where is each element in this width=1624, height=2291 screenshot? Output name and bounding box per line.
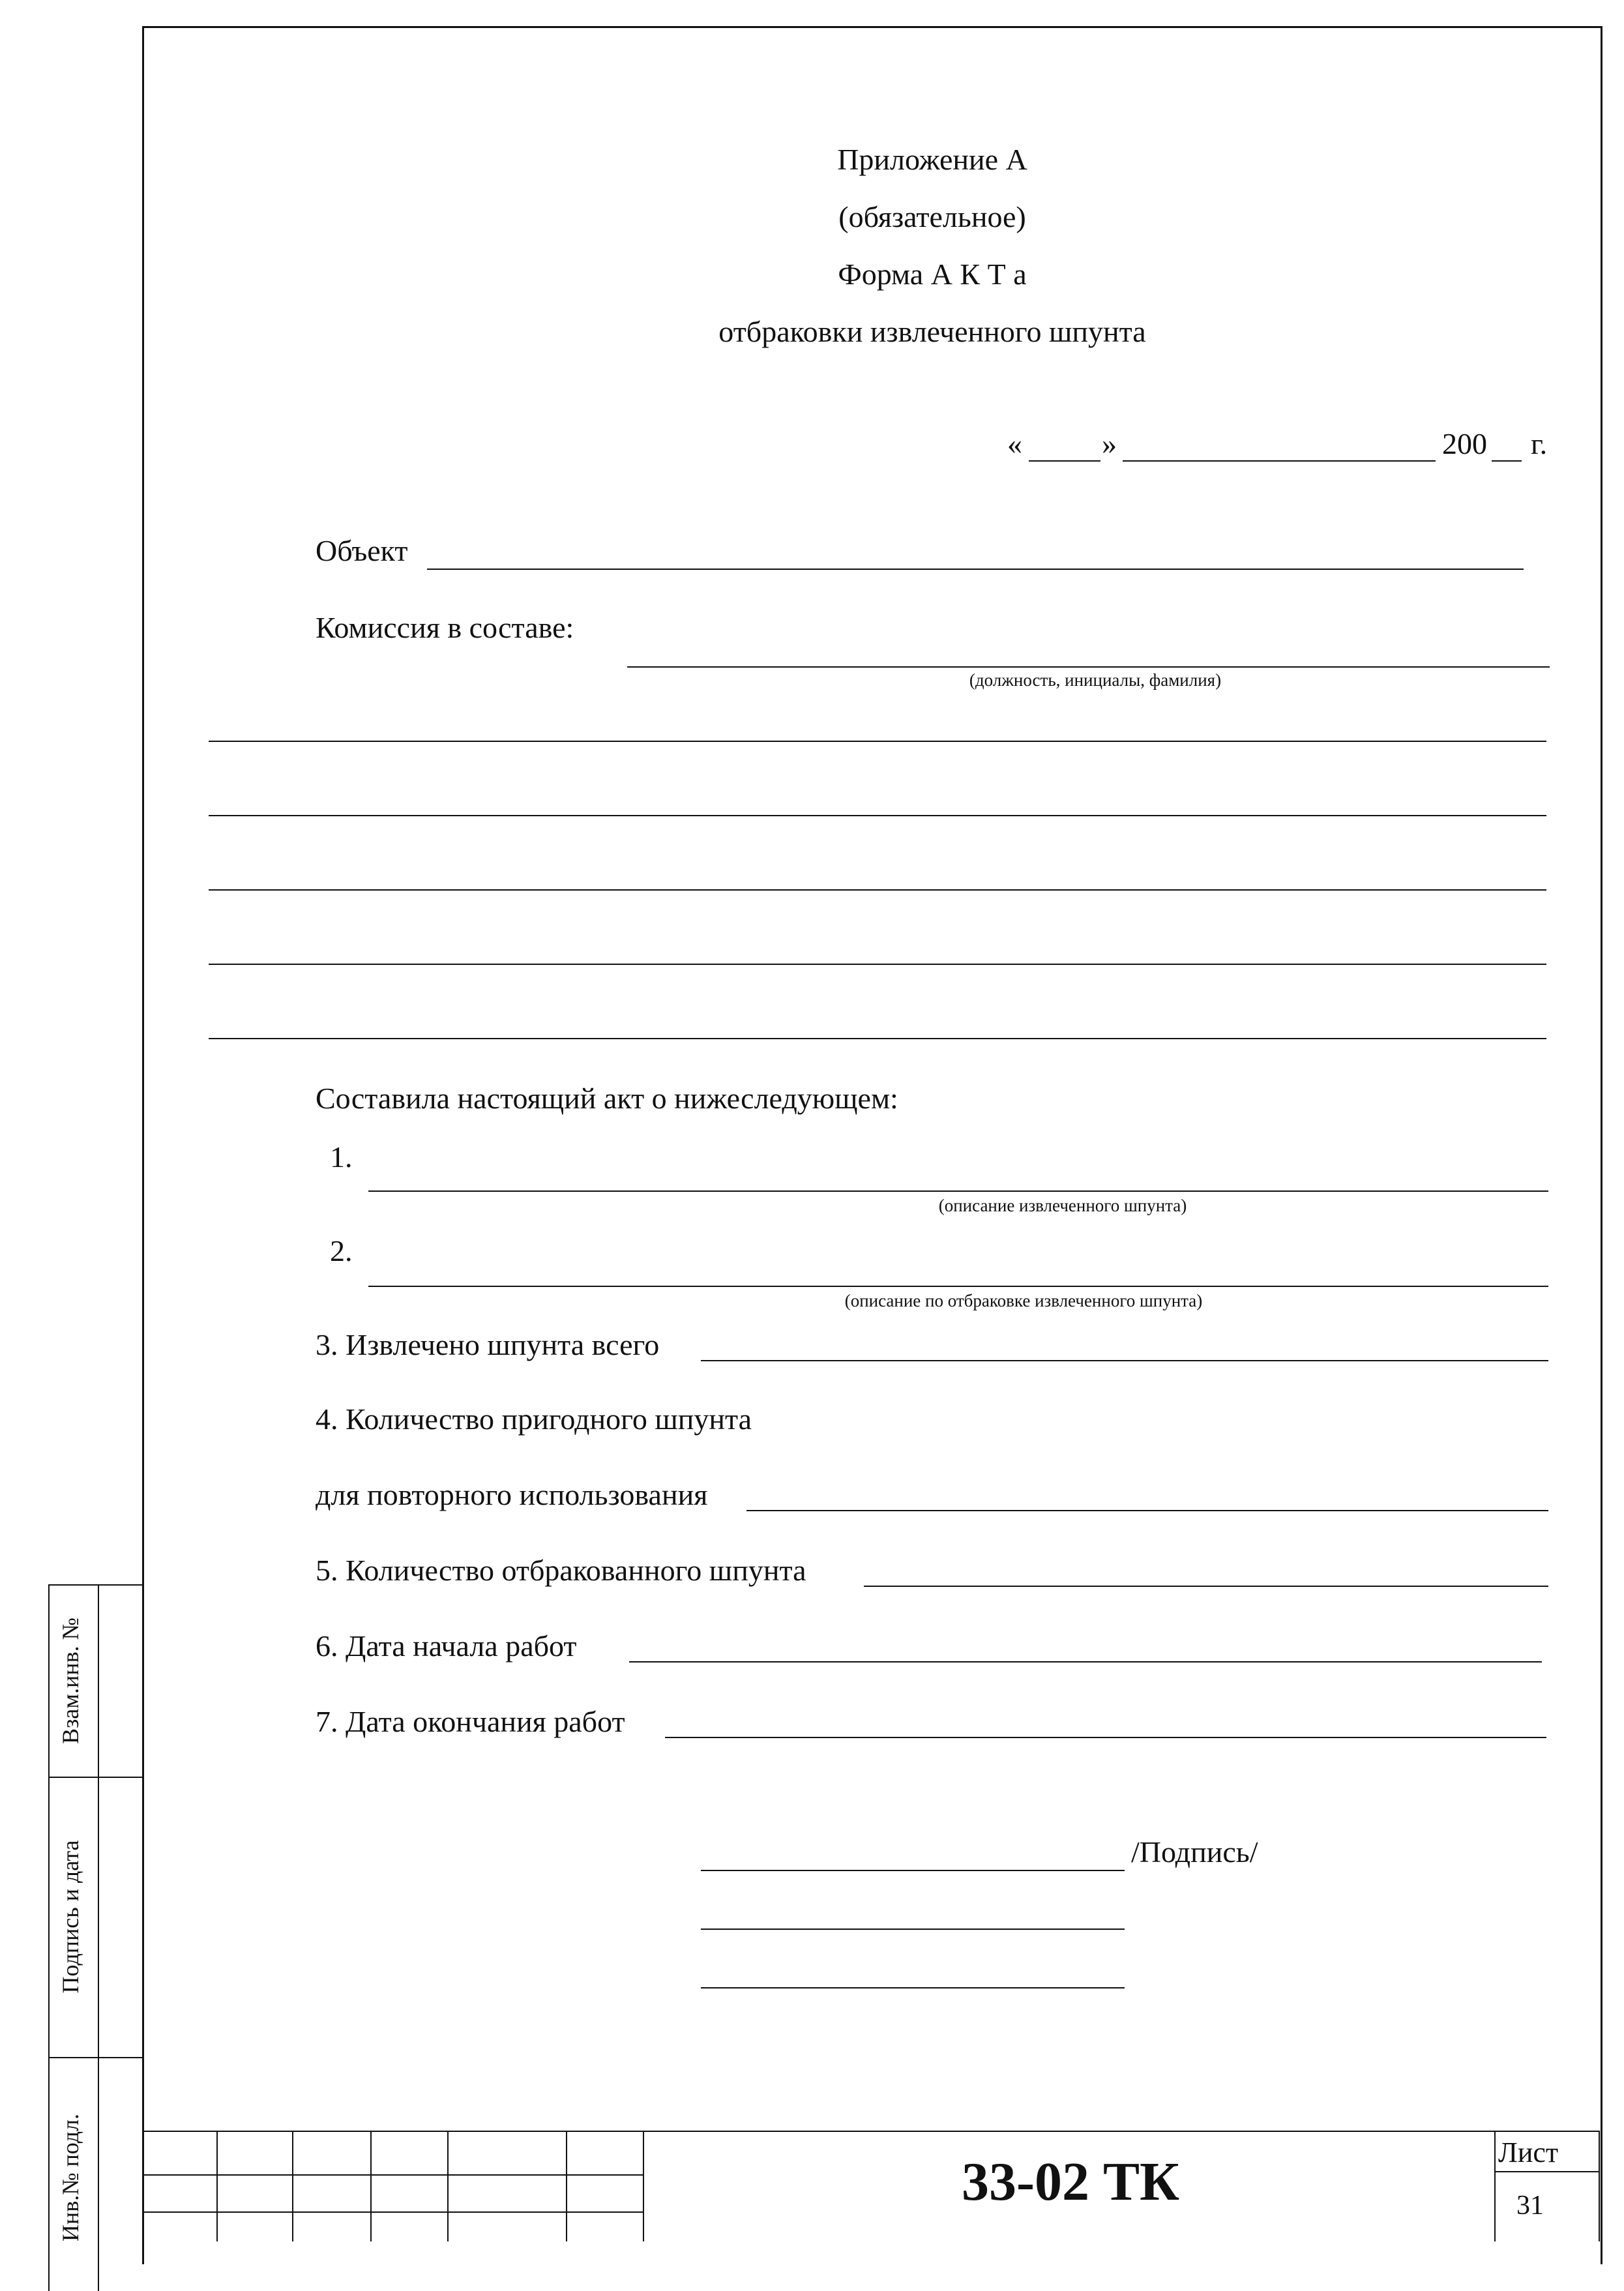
item7-label: 7. Дата окончания работ — [316, 1705, 625, 1738]
title-block-col-1 — [216, 2131, 218, 2241]
item6-label: 6. Дата начала работ — [316, 1629, 577, 1663]
commission-field[interactable] — [627, 666, 1550, 668]
commission-line-3[interactable] — [209, 889, 1546, 891]
side-stamp-divider — [98, 1584, 99, 2291]
appendix-mandatory: (обязательное) — [838, 200, 1026, 233]
commission-line-4[interactable] — [209, 964, 1546, 965]
item6-field[interactable] — [629, 1661, 1542, 1663]
item2-number: 2. — [330, 1234, 353, 1267]
signature-line-2[interactable] — [701, 1929, 1125, 1930]
date-close-quote: » — [1102, 427, 1117, 460]
date-day-blank[interactable] — [1029, 460, 1100, 462]
title-block-sheet-row — [1494, 2171, 1599, 2172]
commission-line-1[interactable] — [209, 741, 1546, 742]
document-code: 33-02 ТК — [962, 2151, 1179, 2212]
title-block-sheet-divider — [1494, 2131, 1496, 2241]
side-stamp-row-2 — [48, 2057, 142, 2058]
title-block-col-6 — [643, 2131, 644, 2241]
form-title: Форма А К Т а — [838, 258, 1027, 291]
item4-label-line1: 4. Количество пригодного шпунта — [316, 1402, 752, 1436]
object-label: Объект — [316, 534, 408, 567]
commission-line-5[interactable] — [209, 1038, 1546, 1039]
side-stamp-swap-inv: Взам.инв. № — [57, 1618, 83, 1744]
signature-line-1[interactable] — [701, 1870, 1125, 1871]
commission-caption: (должность, инициалы, фамилия) — [969, 670, 1222, 690]
item3-label: 3. Извлечено шпунта всего — [316, 1328, 660, 1361]
item4-label-line2: для повторного использования — [316, 1478, 708, 1511]
title-block-col-3 — [370, 2131, 372, 2241]
sheet-label: Лист — [1498, 2136, 1559, 2168]
item5-field[interactable] — [864, 1586, 1548, 1587]
date-year-suffix: г. — [1531, 427, 1548, 460]
item1-caption: (описание извлеченного шпунта) — [938, 1196, 1187, 1215]
title-block-col-5 — [566, 2131, 567, 2241]
item3-field[interactable] — [701, 1360, 1548, 1361]
item1-number: 1. — [330, 1140, 353, 1174]
signature-line-3[interactable] — [701, 1987, 1125, 1988]
commission-label: Комиссия в составе: — [316, 611, 574, 644]
statement-text: Составила настоящий акт о нижеследующем: — [316, 1082, 898, 1115]
date-year-blank[interactable] — [1492, 460, 1522, 462]
side-stamp-sign-date: Подпись и дата — [57, 1840, 83, 1994]
object-field[interactable] — [427, 569, 1524, 570]
title-block-top — [142, 2131, 1599, 2132]
title-block-col-2 — [292, 2131, 293, 2241]
form-subtitle: отбраковки извлеченного шпунта — [718, 315, 1146, 348]
item7-field[interactable] — [665, 1737, 1546, 1738]
commission-line-2[interactable] — [209, 815, 1546, 816]
side-stamp-orig-inv: Инв.№ подл. — [57, 2113, 83, 2242]
date-year-prefix: 200 — [1442, 427, 1487, 460]
side-stamp-left-border — [48, 1584, 50, 2291]
side-stamp-top — [48, 1584, 142, 1586]
side-stamp-row-1 — [48, 1777, 142, 1778]
date-month-blank[interactable] — [1123, 460, 1436, 462]
signature-label: /Подпись/ — [1131, 1835, 1258, 1869]
date-open-quote: « — [1007, 427, 1022, 460]
item4-field[interactable] — [746, 1510, 1548, 1511]
title-block-right-border — [1599, 2131, 1600, 2241]
title-block-col-4 — [447, 2131, 449, 2241]
sheet-number: 31 — [1516, 2191, 1544, 2221]
item2-caption: (описание по отбраковке извлеченного шпунта) — [844, 1291, 1203, 1310]
appendix-title: Приложение А — [837, 143, 1027, 176]
item2-field[interactable] — [368, 1286, 1548, 1287]
item5-label: 5. Количество отбракованного шпунта — [316, 1554, 806, 1587]
item1-field[interactable] — [368, 1190, 1548, 1192]
